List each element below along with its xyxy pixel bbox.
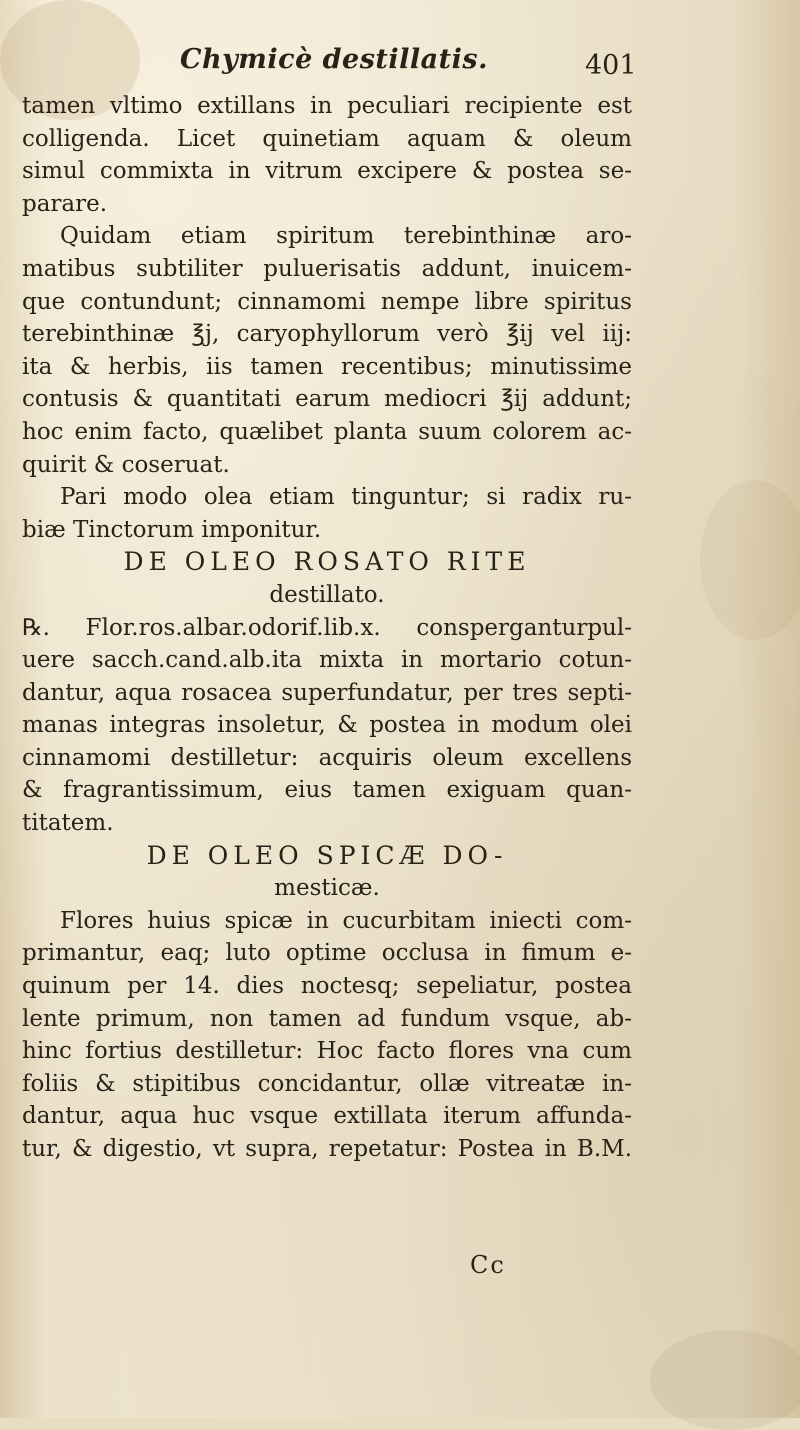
text-line: matibus subtiliter puluerisatis addunt, inuicem- — [22, 255, 632, 282]
text-line: & fragrantissimum, eius tamen exiguam quan- — [22, 777, 632, 804]
page-text — [22, 40, 637, 1166]
text-line: ita & herbis, iis tamen recentibus; minutissime — [22, 353, 632, 380]
text-line: hinc fortius destilletur: Hoc facto flores vna cum — [22, 1038, 632, 1065]
running-title: Chymicè destillatis. — [180, 44, 488, 75]
text-line: que contundunt; cinnamomi nempe libre spiritus — [22, 288, 632, 315]
text-line: Pari modo olea etiam tinguntur; si radix ru- — [60, 484, 632, 511]
signature-mark: Cc — [470, 1251, 506, 1279]
section-heading-continued: mesticæ. — [274, 875, 380, 902]
text-line: ℞. Flor.ros.albar.odorif.lib.x. consperganturpul- — [22, 614, 632, 641]
section-heading: DE OLEO SPICÆ DO- — [146, 840, 508, 870]
paper-stain — [650, 1330, 800, 1430]
text-line: terebinthinæ ℥j, caryophyllorum verò ℥ij vel iij: — [22, 321, 632, 348]
text-line: cinnamomi destilletur: acquiris oleum excellens — [22, 744, 632, 771]
text-line: tur, & digestio, vt supra, repetatur: Postea in B.M. — [22, 1136, 632, 1162]
text-line: dantur, aqua rosacea superfundatur, per tres septi- — [22, 679, 632, 706]
page-number: 401 — [585, 50, 637, 81]
text-lines — [22, 90, 632, 1166]
text-line: hoc enim facto, quælibet planta suum colorem ac- — [22, 418, 632, 445]
section-heading: DE OLEO ROSATO RITE — [123, 547, 531, 577]
text-line: dantur, aqua huc vsque extillata iterum affunda- — [22, 1103, 632, 1130]
text-line: lente primum, non tamen ad fundum vsque, ab- — [22, 1005, 632, 1032]
text-line: quinum per 14. dies noctesq; sepeliatur, postea — [22, 973, 632, 1000]
text-line: quirit & coseruat. — [22, 451, 230, 478]
page-header — [22, 40, 637, 90]
text-line: biæ Tinctorum imponitur. — [22, 516, 322, 543]
text-line: colligenda. Licet quinetiam aquam & oleum — [22, 125, 632, 152]
text-line: foliis & stipitibus concidantur, ollæ vitreatæ in- — [22, 1070, 632, 1097]
text-line: simul commixta in vitrum excipere & postea se- — [22, 158, 632, 185]
text-line: tamen vltimo extillans in peculiari recipiente est — [22, 93, 632, 119]
text-line: primantur, eaq; luto optime occlusa in fimum e- — [22, 940, 632, 967]
text-line: uere sacch.cand.alb.ita mixta in mortario cotun- — [22, 647, 632, 674]
text-line: contusis & quantitati earum mediocri ℥ij addunt; — [22, 386, 632, 413]
text-line: titatem. — [22, 810, 114, 837]
text-line: parare. — [22, 190, 108, 217]
section-heading-continued: destillato. — [269, 581, 385, 608]
text-line: Flores huius spicæ in cucurbitam iniecti com- — [60, 907, 632, 934]
paper-stain — [700, 480, 800, 640]
text-line: manas integras insoletur, & postea in modum olei — [22, 712, 632, 739]
text-line: Quidam etiam spiritum terebinthinæ aro- — [60, 223, 632, 250]
